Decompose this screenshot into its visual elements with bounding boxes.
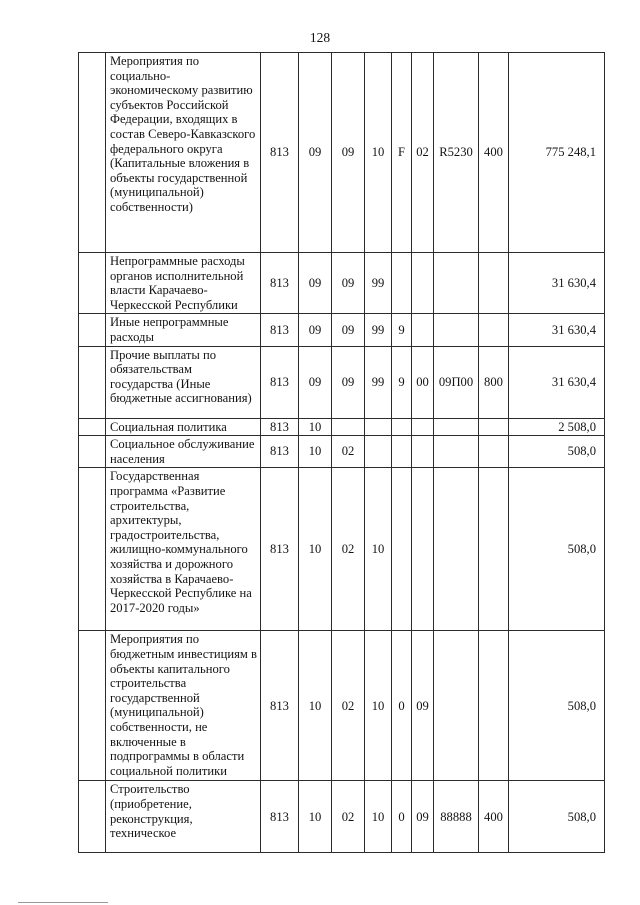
subprogram-code-cell: [392, 418, 412, 436]
main-event-code-cell: [412, 468, 434, 631]
section-code-cell: 09: [299, 253, 332, 314]
ministry-code-cell: 813: [261, 436, 299, 468]
subprogram-code-cell: 0: [392, 631, 412, 781]
ministry-code-cell: 813: [261, 253, 299, 314]
section-code-cell: 09: [299, 346, 332, 418]
row-name-cell: Непрограммные расходы органов исполнительной власти Карачаево-Черкесской Республики: [106, 253, 261, 314]
expense-type-cell: [479, 314, 509, 346]
expense-type-cell: [479, 418, 509, 436]
main-event-code-cell: 09: [412, 631, 434, 781]
section-code-cell: 10: [299, 631, 332, 781]
amount-cell: 508,0: [509, 436, 605, 468]
direction-code-cell: R5230: [434, 53, 479, 253]
program-code-cell: 10: [365, 631, 392, 781]
scan-artifact-line: [18, 902, 108, 903]
section-code-cell: 09: [299, 314, 332, 346]
subprogram-code-cell: 9: [392, 314, 412, 346]
main-event-code-cell: [412, 314, 434, 346]
program-code-cell: 99: [365, 314, 392, 346]
row-name-cell: Прочие выплаты по обязательствам государства (Иные бюджетные ассигнования): [106, 346, 261, 418]
direction-code-cell: [434, 436, 479, 468]
expense-type-cell: [479, 253, 509, 314]
direction-code-cell: [434, 314, 479, 346]
section-code-cell: 09: [299, 53, 332, 253]
row-name-cell: Мероприятия по бюджетным инвестициям в объекты капитального строительства государственной (муниципальной) собственности, не включенные в подпрограммы в области социальной политики: [106, 631, 261, 781]
ministry-code-cell: 813: [261, 53, 299, 253]
table-row: [79, 436, 605, 468]
main-event-code-cell: [412, 253, 434, 314]
subprogram-code-cell: 9: [392, 346, 412, 418]
amount-cell: 775 248,1: [509, 53, 605, 253]
section-code-cell: 10: [299, 781, 332, 853]
subprogram-code-cell: 0: [392, 781, 412, 853]
row-name-cell: Социальная политика: [106, 418, 261, 436]
amount-cell: 508,0: [509, 631, 605, 781]
amount-cell: 31 630,4: [509, 314, 605, 346]
subsection-code-cell: 09: [332, 346, 365, 418]
direction-code-cell: 88888: [434, 781, 479, 853]
row-index-cell: [79, 631, 106, 781]
expense-type-cell: [479, 436, 509, 468]
row-name-cell: Строительство (приобретение, реконструкция, техническое: [106, 781, 261, 853]
row-index-cell: [79, 418, 106, 436]
program-code-cell: [365, 436, 392, 468]
ministry-code-cell: 813: [261, 346, 299, 418]
row-index-cell: [79, 53, 106, 253]
section-code-cell: 10: [299, 468, 332, 631]
section-code-cell: 10: [299, 418, 332, 436]
row-name-cell: Мероприятия по социально-экономическому развитию субъектов Российской Федерации, входящих в состав Северо-Кавказского федерального округа (Капитальные вложения в объекты государственной (муниципальной) собственности): [106, 53, 261, 253]
program-code-cell: 10: [365, 468, 392, 631]
table-body: [79, 53, 605, 853]
table-row: [79, 781, 605, 853]
ministry-code-cell: 813: [261, 418, 299, 436]
program-code-cell: 10: [365, 53, 392, 253]
direction-code-cell: [434, 631, 479, 781]
program-code-cell: 10: [365, 781, 392, 853]
expense-type-cell: [479, 468, 509, 631]
amount-cell: 508,0: [509, 468, 605, 631]
main-event-code-cell: 02: [412, 53, 434, 253]
subprogram-code-cell: [392, 436, 412, 468]
amount-cell: 31 630,4: [509, 253, 605, 314]
main-event-code-cell: 00: [412, 346, 434, 418]
row-name-cell: Иные непрограммные расходы: [106, 314, 261, 346]
row-index-cell: [79, 314, 106, 346]
direction-code-cell: [434, 468, 479, 631]
subsection-code-cell: 02: [332, 468, 365, 631]
main-event-code-cell: 09: [412, 781, 434, 853]
expense-type-cell: 800: [479, 346, 509, 418]
direction-code-cell: 09П00: [434, 346, 479, 418]
ministry-code-cell: 813: [261, 314, 299, 346]
row-name-cell: Социальное обслуживание населения: [106, 436, 261, 468]
subprogram-code-cell: [392, 468, 412, 631]
subsection-code-cell: 09: [332, 253, 365, 314]
expense-type-cell: [479, 631, 509, 781]
main-event-code-cell: [412, 436, 434, 468]
ministry-code-cell: 813: [261, 468, 299, 631]
subsection-code-cell: 02: [332, 436, 365, 468]
table-row: [79, 314, 605, 346]
program-code-cell: [365, 418, 392, 436]
row-index-cell: [79, 346, 106, 418]
direction-code-cell: [434, 253, 479, 314]
subprogram-code-cell: F: [392, 53, 412, 253]
row-index-cell: [79, 253, 106, 314]
page-number: 128: [309, 30, 331, 45]
subsection-code-cell: 02: [332, 781, 365, 853]
row-index-cell: [79, 436, 106, 468]
amount-cell: 2 508,0: [509, 418, 605, 436]
subprogram-code-cell: [392, 253, 412, 314]
ministry-code-cell: 813: [261, 631, 299, 781]
program-code-cell: 99: [365, 346, 392, 418]
program-code-cell: 99: [365, 253, 392, 314]
amount-cell: 31 630,4: [509, 346, 605, 418]
table-row: [79, 418, 605, 436]
table-row: [79, 468, 605, 631]
table-row: [79, 346, 605, 418]
table-row: [79, 253, 605, 314]
amount-cell: 508,0: [509, 781, 605, 853]
subsection-code-cell: [332, 418, 365, 436]
expense-type-cell: 400: [479, 781, 509, 853]
expense-type-cell: 400: [479, 53, 509, 253]
ministry-code-cell: 813: [261, 781, 299, 853]
row-index-cell: [79, 468, 106, 631]
row-index-cell: [79, 781, 106, 853]
section-code-cell: 10: [299, 436, 332, 468]
main-event-code-cell: [412, 418, 434, 436]
subsection-code-cell: 09: [332, 53, 365, 253]
direction-code-cell: [434, 418, 479, 436]
table-row: [79, 631, 605, 781]
table-row: [79, 53, 605, 253]
row-name-cell: Государственная программа «Развитие строительства, архитектуры, градостроительства, жилищно-коммунального хозяйства и дорожного хозяйства в Карачаево-Черкесской Республике на 2017-2020 годы»: [106, 468, 261, 631]
budget-table: [78, 52, 605, 853]
subsection-code-cell: 02: [332, 631, 365, 781]
subsection-code-cell: 09: [332, 314, 365, 346]
